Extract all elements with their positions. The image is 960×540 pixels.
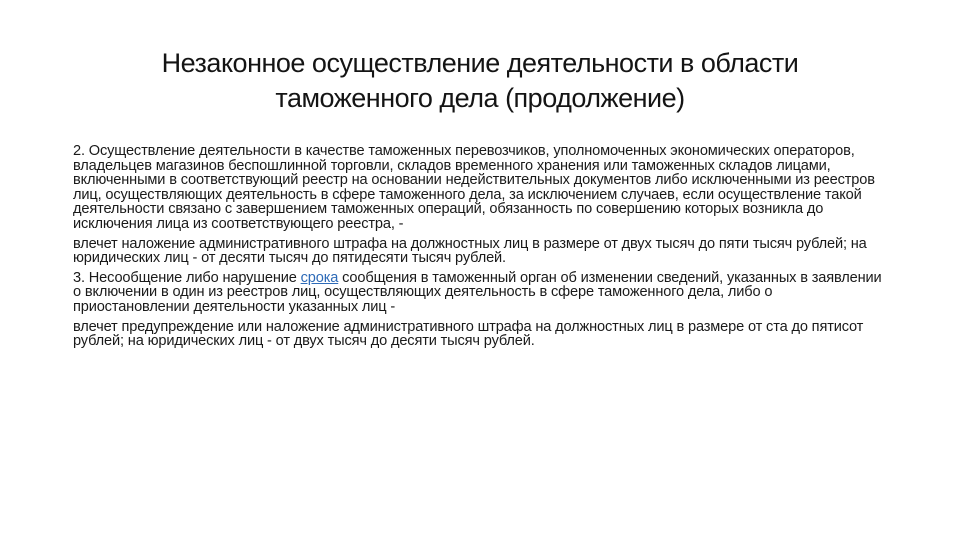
- slide-title: [80, 46, 880, 116]
- slide-title-line-1: Незаконное осуществление деятельности в области: [161, 48, 799, 78]
- paragraph-part-2: 2. Осуществление деятельности в качестве таможенных перевозчиков, уполномоченных экономических операторов, владельцев магазинов беспошлинной торговли, складов временного хранения или таможенных складов лицами, включенными в соответствующий реестр на основании недействительных документов либо исключенными из реестров лиц, осуществляющих деятельность в сфере таможенного дела, за исключением случаев, если осуществление такой деятельности связано с завершением таможенных операций, обязанность по совершению которых возникла до исключения лица из соответствующего реестра, -: [73, 143, 875, 232]
- paragraph-penalty-2: влечет наложение административного штрафа на должностных лиц в размере от двух тысяч до пяти тысяч рублей; на юридических лиц - от десяти тысяч до пятидесяти тысяч рублей.: [73, 235, 867, 267]
- term-link-srok[interactable]: срока: [300, 269, 339, 286]
- paragraph-part-3-text-start: 3. Несообщение либо нарушение: [73, 269, 301, 286]
- slide-title-line-2: таможенного дела (продолжение): [275, 83, 685, 113]
- paragraph-part-3-text-end: сообщения в таможенный орган об изменении сведений, указанных в заявлении о включении в один из реестров лиц, осуществляющих деятельность в сфере таможенного дела, либо о приостановлении деятельности указанных лиц -: [73, 269, 882, 315]
- paragraph-penalty-3: влечет предупреждение или наложение административного штрафа на должностных лиц в размере от ста до пятисот рублей; на юридических лиц - от двух тысяч до десяти тысяч рублей.: [73, 318, 864, 350]
- paragraph-part-3: [73, 271, 891, 315]
- slide-body: [73, 144, 891, 354]
